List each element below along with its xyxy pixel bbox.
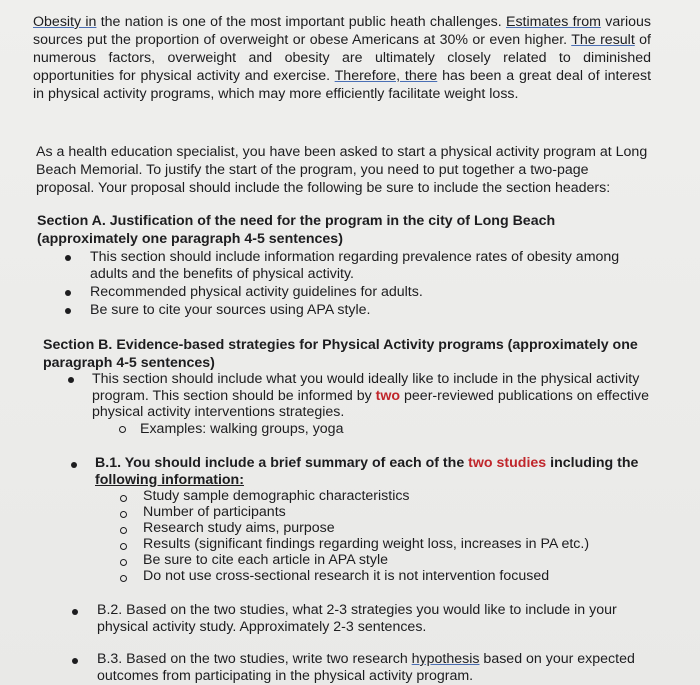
intro-text-4: has been a great deal of interest in physical activity programs, which may more efficiently facilitate weight loss. xyxy=(33,68,652,102)
intro-underlined-2: Estimates from xyxy=(506,14,601,30)
b1-item-6: Do not use cross-sectional research it is not intervention focused xyxy=(143,568,550,584)
sub-bullet xyxy=(120,527,127,534)
b1-heading-text: B.1. You should include a brief summary of each of the xyxy=(95,455,469,471)
intro-text-3: of numerous factors, overweight and obesity are ultimately closely related to diminished opportunities for physical activity and exercise. xyxy=(33,32,651,84)
section-b-heading: Section B. Evidence-based strategies for Physical Activity programs (approximately one paragraph 4-5 sentences) xyxy=(43,337,638,371)
bullet xyxy=(68,377,74,383)
section-b-bullet-1 xyxy=(92,371,657,421)
sub-bullet xyxy=(120,511,127,518)
bullet xyxy=(65,290,71,296)
sub-bullet xyxy=(120,495,127,502)
section-a-bullet-1: This section should include information regarding prevalence rates of obesity among adults and the benefits of physical activity. xyxy=(90,249,620,282)
b1-item-4: Results (significant findings regarding weight loss, increases in PA etc.) xyxy=(143,536,590,552)
section-b-text-1: This section should include what you would ideally like to include in the physical activity program. This section should be informed by xyxy=(92,371,640,404)
section-b-emphasis: two xyxy=(375,387,401,404)
section-b-example: Examples: walking groups, yoga xyxy=(140,421,344,437)
bullet xyxy=(72,658,78,664)
bullet xyxy=(65,255,71,261)
b3-text-1: B.3. Based on the two studies, write two research xyxy=(97,651,412,667)
sub-bullet xyxy=(120,543,127,550)
intro-paragraph xyxy=(33,13,651,103)
sub-bullet xyxy=(120,559,127,566)
sub-bullet xyxy=(120,575,127,582)
intro-underlined-1: Obesity in xyxy=(33,14,97,30)
b1-heading xyxy=(95,455,660,488)
b1-heading-text-2: including the xyxy=(546,455,639,471)
b3-text xyxy=(97,651,667,684)
intro-underlined-4: Therefore, there xyxy=(334,68,438,84)
b3-underlined: hypothesis xyxy=(411,651,480,667)
b1-item-2: Number of participants xyxy=(143,504,286,520)
b1-item-3: Research study aims, purpose xyxy=(143,520,335,536)
assignment-paragraph: As a health education specialist, you have been asked to start a physical activity program at Long Beach Memorial. To justify the start of the program, you need to put together a two-page proposal. Your proposal should include the following be sure to include the section headers: xyxy=(36,144,648,196)
bullet xyxy=(72,609,78,615)
b1-item-1: Study sample demographic characteristics xyxy=(143,488,410,504)
intro-underlined-3: The result xyxy=(571,32,635,48)
b1-item-5: Be sure to cite each article in APA style xyxy=(143,552,388,568)
intro-text-1: the nation is one of the most important public heath challenges. xyxy=(96,14,506,30)
b1-heading-line2: following information: xyxy=(95,471,244,488)
b2-text: B.2. Based on the two studies, what 2-3 strategies you would like to include in your physical activity study. Approximately 2-3 sentences. xyxy=(97,602,617,635)
intro-text-2: various sources put the proportion of overweight or obese Americans at 30% or even higher. xyxy=(33,14,651,48)
b1-emphasis: two studies xyxy=(468,455,547,471)
bullet xyxy=(65,308,71,314)
section-a-heading: Section A. Justification of the need for the program in the city of Long Beach (approximately one paragraph 4-5 sentences) xyxy=(37,213,556,247)
bullet xyxy=(71,462,77,468)
sub-bullet xyxy=(119,426,126,433)
b3-text-2: based on your expected outcomes from participating in the physical activity program. xyxy=(97,651,635,684)
section-b-text-2: peer-reviewed publications on effective physical activity interventions strategies. xyxy=(92,387,650,420)
section-a-bullet-2: Recommended physical activity guidelines for adults. xyxy=(90,284,423,300)
section-a-bullet-3: Be sure to cite your sources using APA style. xyxy=(90,302,371,318)
